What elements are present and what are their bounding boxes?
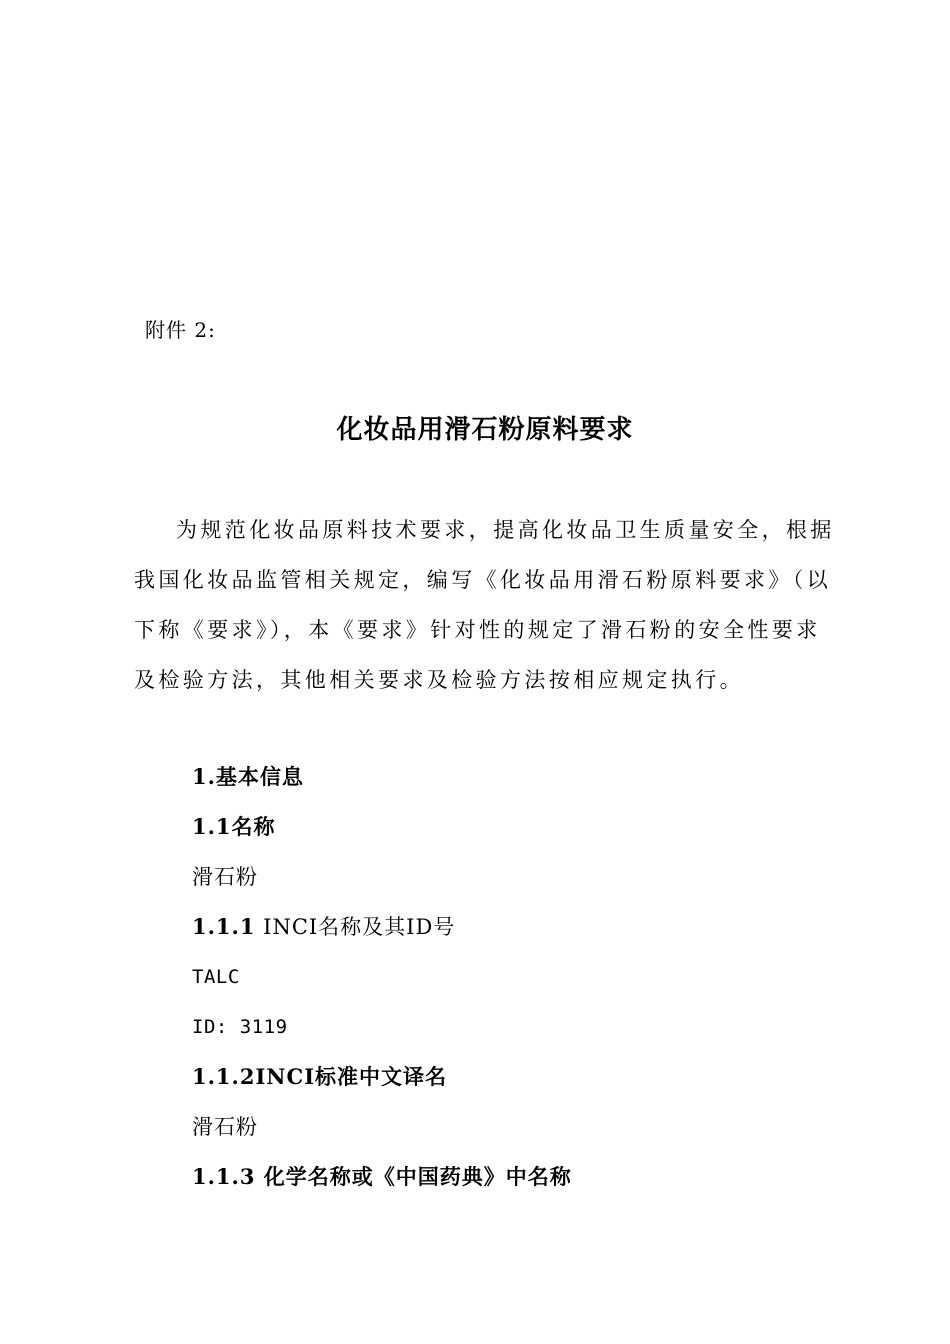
- section-1-1-1-text: INCI名称及其ID号: [255, 915, 456, 939]
- intro-line-3: 下称《要求》），本《要求》针对性的规定了滑石粉的安全性要求: [134, 618, 821, 642]
- basic-info-section: [192, 752, 832, 1202]
- inci-name-value: TALC: [192, 966, 240, 988]
- intro-paragraph: [134, 505, 848, 705]
- intro-line-2: 我国化妆品监管相关规定，编写《化妆品用滑石粉原料要求》（以: [134, 568, 832, 592]
- attachment-label: 附件 2:: [145, 318, 216, 342]
- section-1-1-2-value: 滑石粉: [192, 1115, 258, 1139]
- section-1-1-3-heading: 1.1.3 化学名称或《中国药典》中名称: [192, 1164, 572, 1189]
- intro-line-1: 为规范化妆品原料技术要求，提高化妆品卫生质量安全，根据: [176, 518, 835, 542]
- document-title: 化妆品用滑石粉原料要求: [336, 415, 634, 445]
- section-1-1-heading: 1.1名称: [192, 814, 276, 839]
- section-1-heading: 1.基本信息: [192, 764, 304, 789]
- intro-line-4: 及检验方法，其他相关要求及检验方法按相应规定执行。: [134, 668, 744, 692]
- inci-id-value: ID: 3119: [192, 1016, 288, 1038]
- section-1-1-1-heading: [192, 902, 832, 952]
- section-1-1-1-number: 1.1.1: [192, 914, 256, 939]
- section-1-1-2-heading: 1.1.2INCI标准中文译名: [192, 1064, 448, 1089]
- section-1-1-value: 滑石粉: [192, 865, 258, 889]
